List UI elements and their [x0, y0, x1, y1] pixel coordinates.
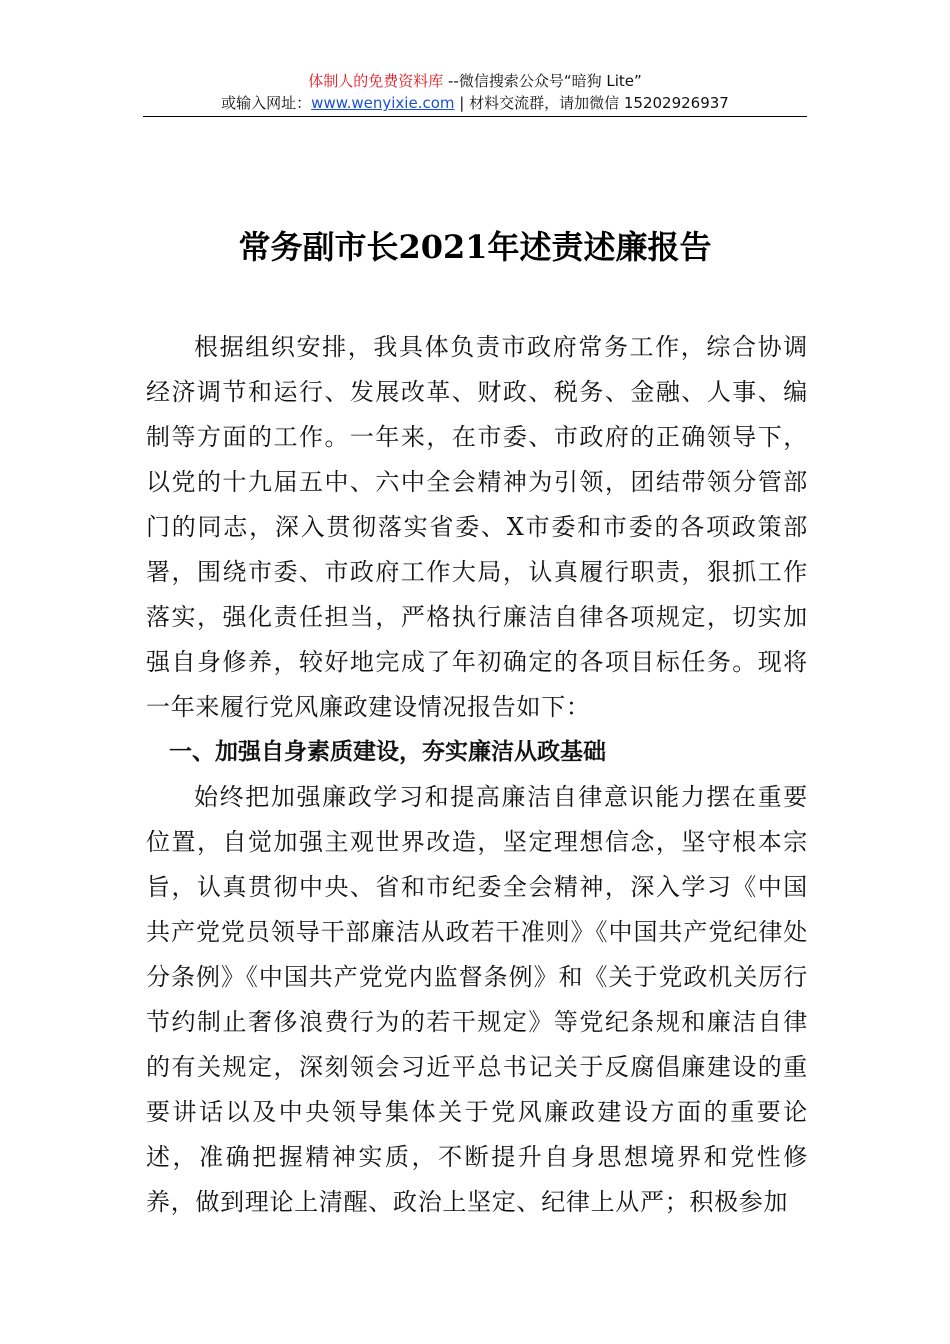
intro-paragraph: 根据组织安排，我具体负责市政府常务工作，综合协调经济调节和运行、发展改革、财政、税务、金融、人事、编制等方面的工作。一年来，在市委、市政府的正确领导下，以党的十九届五中、六中全会精神为引领，团结带领分管部门的同志，深入贯彻落实省委、X市委和市委的各项政策部署，围绕市委、市政府工作大局，认真履行职责，狠抓工作落实，强化责任担当，严格执行廉洁自律各项规定，切实加强自身修养，较好地完成了年初确定的各项目标任务。现将一年来履行党风廉政建设情况报告如下：: [146, 333, 808, 721]
document-body: [146, 325, 808, 1225]
header-divider: [143, 116, 807, 117]
header-tagline: --微信搜索公众号“暗狗 Lite”: [443, 72, 642, 90]
url-prefix: 或输入网址：: [221, 94, 312, 112]
document-title: 常务副市长2021年述责述廉报告: [238, 228, 712, 266]
section-heading: 一、加强自身素质建设，夯实廉洁从政基础: [169, 739, 606, 765]
contact-info: | 材料交流群，请加微信 15202926937: [454, 94, 729, 112]
header-line-1: [143, 70, 807, 92]
website-link[interactable]: www.wenyixie.com: [311, 94, 455, 112]
header-line-2: [143, 92, 807, 114]
page-header: [143, 70, 807, 114]
section-paragraph: 始终把加强廉政学习和提高廉洁自律意识能力摆在重要位置，自觉加强主观世界改造，坚定理想信念，坚守根本宗旨，认真贯彻中央、省和市纪委全会精神，深入学习《中国共产党党员领导干部廉洁从政若干准则》《中国共产党纪律处分条例》《中国共产党党内监督条例》和《关于党政机关厉行节约制止奢侈浪费行为的若干规定》等党纪条规和廉洁自律的有关规定，深刻领会习近平总书记关于反腐倡廉建设的重要讲话以及中央领导集体关于党风廉政建设方面的重要论述，准确把握精神实质，不断提升自身思想境界和党性修养，做到理论上清醒、政治上坚定、纪律上从严；积极参加: [146, 783, 808, 1216]
brand-name: 体制人的免费资料库: [308, 72, 444, 90]
